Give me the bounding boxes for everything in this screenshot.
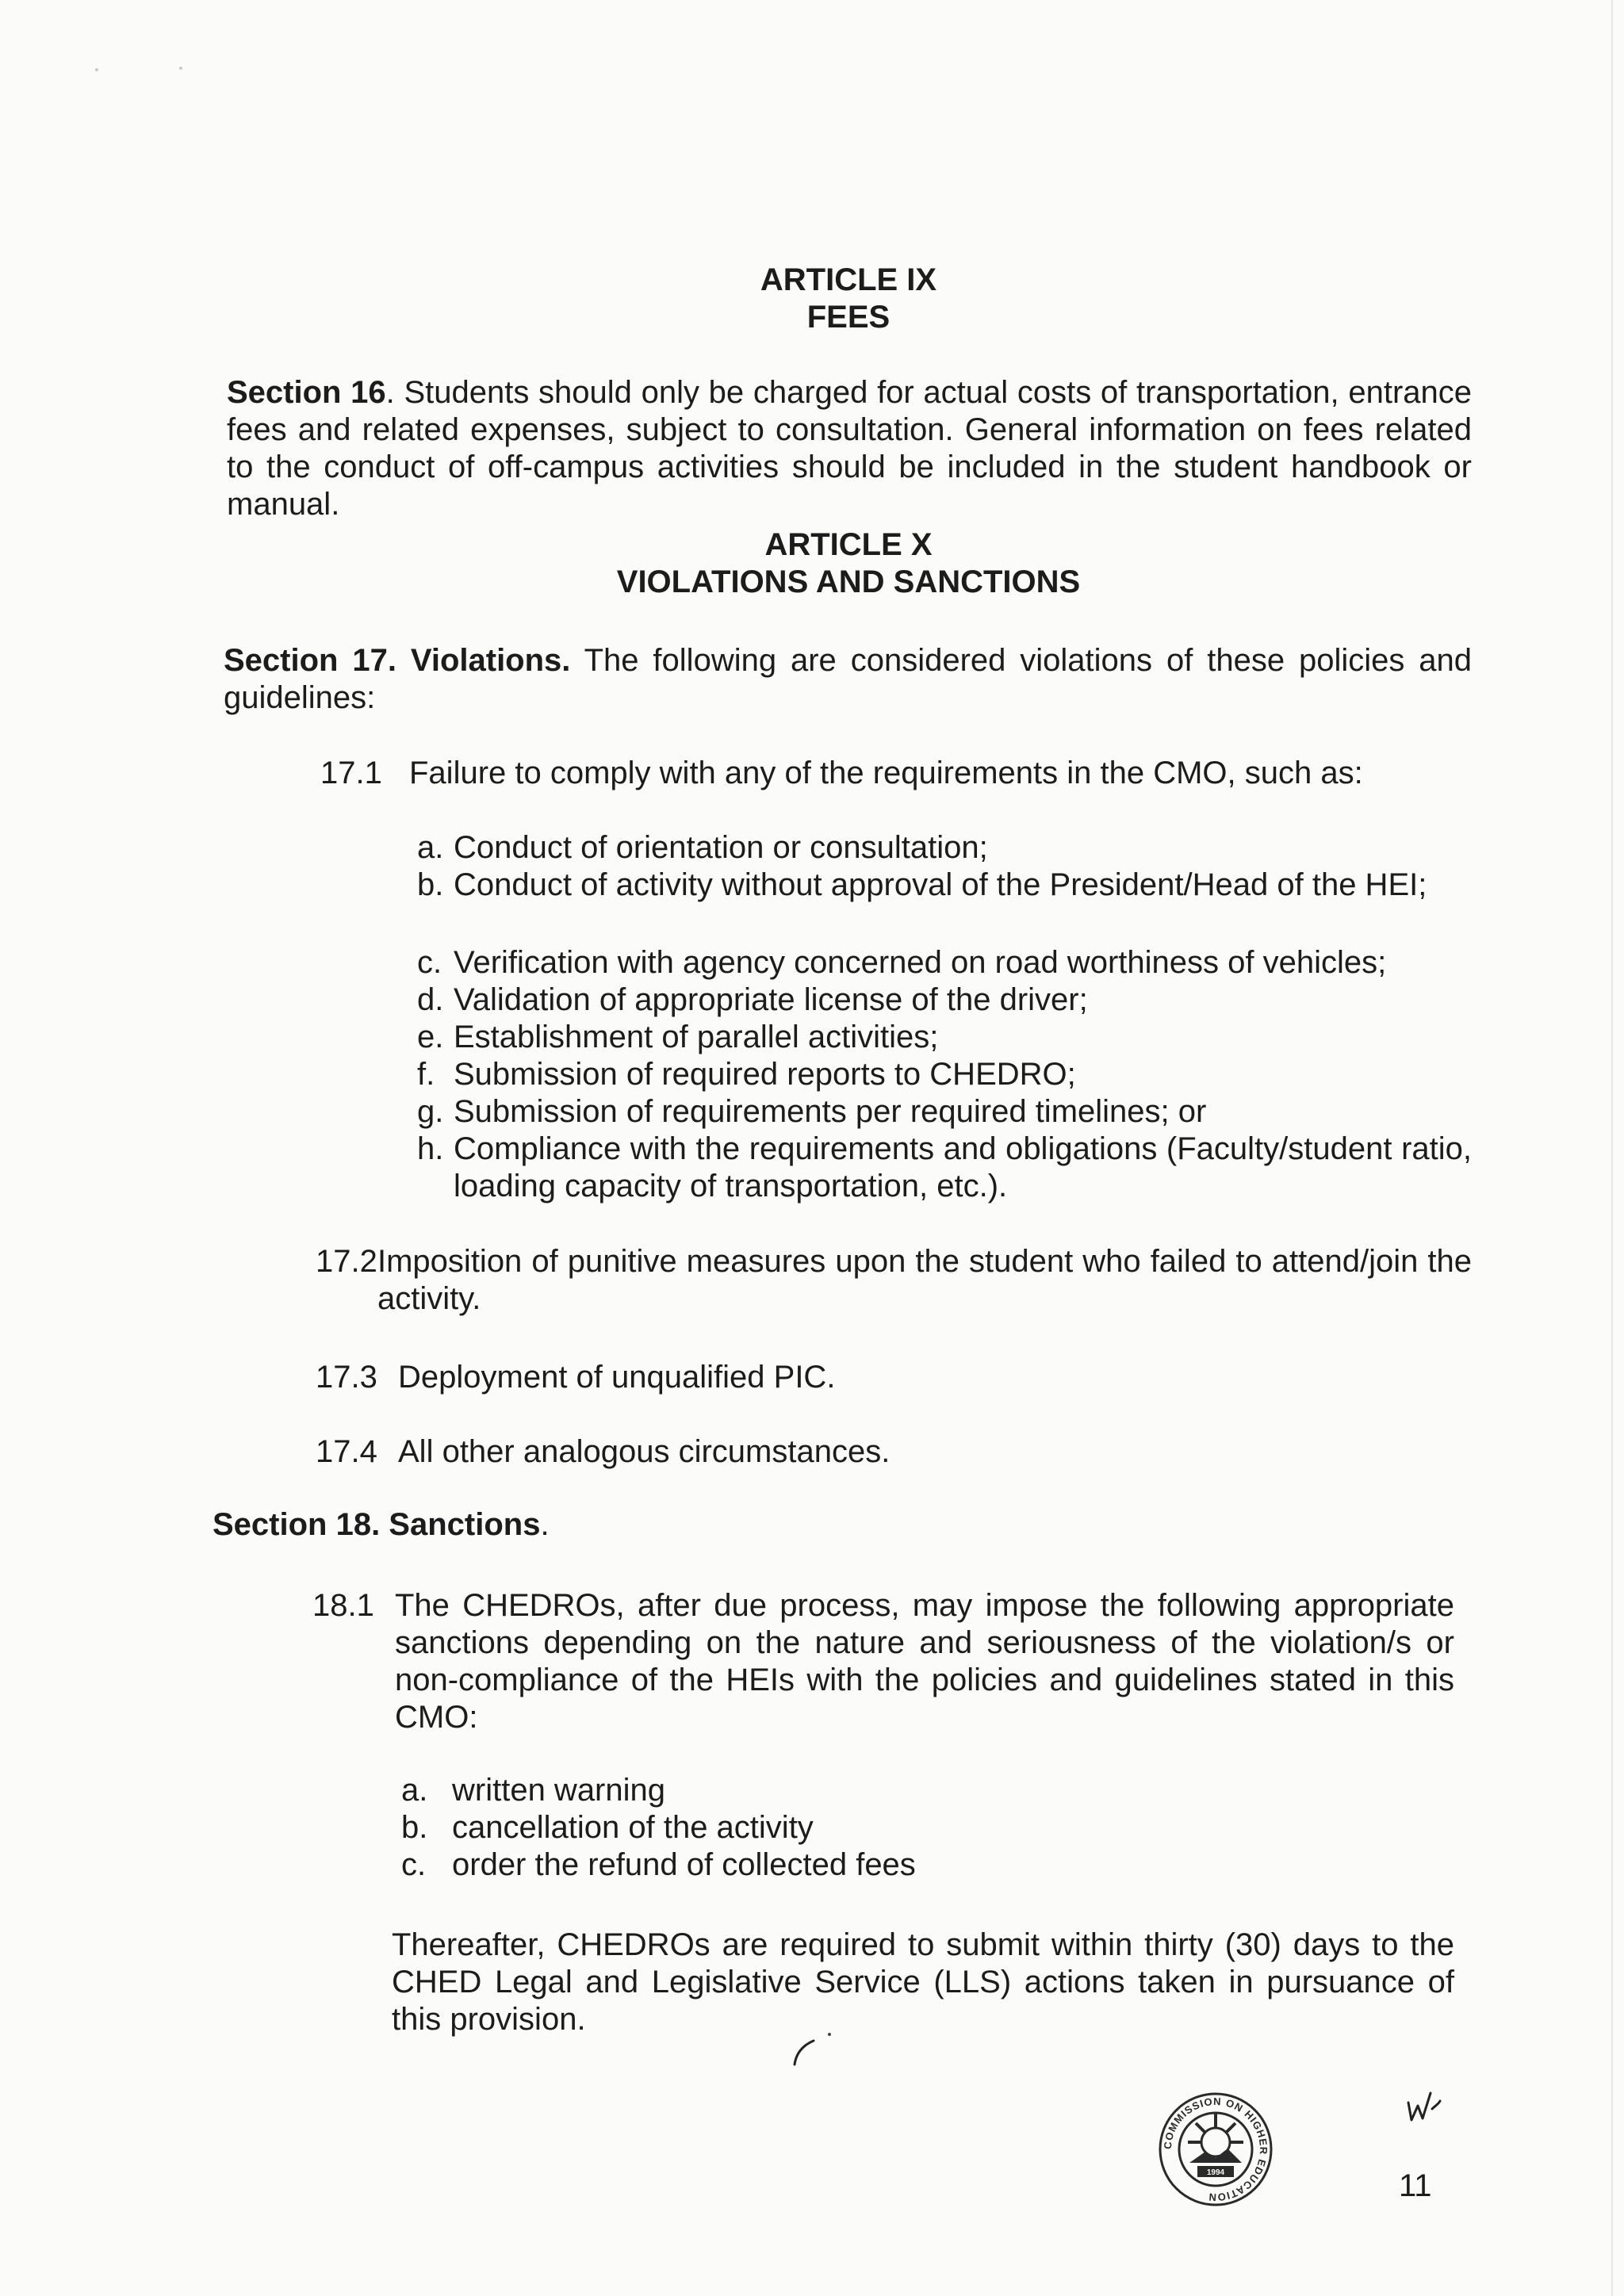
sub-item-g [417, 1093, 1472, 1131]
sub-item-letter: h. [417, 1131, 444, 1166]
sub-item-text: Submission of required reports to CHEDRO; [454, 1057, 1076, 1092]
sanction-item-c [401, 1846, 1472, 1884]
seal-year: 1994 [1206, 2168, 1225, 2177]
list-item-17-4 [316, 1433, 1472, 1471]
sub-item-c [417, 944, 1472, 982]
sanction-item-a [401, 1772, 1472, 1809]
section-17-paragraph [224, 642, 1472, 717]
section-16-text: . Students should only be charged for actual costs of transportation, entrance fees and related expenses, subject to consultation. General information on fees related to the conduct of off-campus activities should be included in the student handbook or manual. [227, 375, 1473, 522]
sub-item-letter: d. [417, 982, 444, 1017]
list-item-18-1 [312, 1587, 1472, 1736]
list-item-17-3 [316, 1359, 1472, 1396]
sub-item-e [417, 1019, 1472, 1056]
seal-icon [1156, 2090, 1275, 2209]
section-18-label: Section 18. Sanctions [213, 1507, 541, 1542]
sub-item-text: Verification with agency concerned on road worthiness of vehicles; [454, 945, 1387, 980]
section-18-heading: Section 18. Sanctions. [213, 1507, 550, 1542]
item-text: Failure to comply with any of the requirements in the CMO, such as: [409, 756, 1363, 790]
sub-item-b [417, 867, 1472, 941]
scan-edge-line [1611, 0, 1613, 2296]
list-item-17-1 [320, 755, 1472, 794]
item-number: 17.4 [316, 1434, 377, 1469]
sub-item-text: Conduct of orientation or consultation; [454, 830, 988, 865]
sub-item-letter: f. [417, 1057, 435, 1092]
list-item-17-2 [316, 1243, 1472, 1318]
section-17-label: Section 17. Violations. [224, 643, 571, 678]
item-text: The CHEDROs, after due process, may impose the following appropriate sanctions depending on the nature and seriousness of the violation/s or non-compliance of the HEIs with the policies and guidelines stated in this CMO: [395, 1588, 1454, 1735]
sub-item-letter: b. [417, 867, 444, 902]
article-ix-heading: ARTICLE IX [760, 262, 937, 297]
item-number: 17.1 [320, 756, 382, 790]
handwritten-initials [1404, 2085, 1443, 2128]
sanction-letter: b. [401, 1810, 428, 1845]
svg-text:COMMISSION ON HIGHER EDUCATION [1162, 2095, 1270, 2203]
sub-item-text: Compliance with the requirements and obligations (Faculty/student ratio, loading capacity of transportation, etc.). [454, 1131, 1472, 1203]
sub-item-text: Submission of requirements per required timelines; or [454, 1094, 1207, 1129]
pen-mark [785, 2030, 833, 2077]
item-number: 17.3 [316, 1360, 377, 1395]
article-x-heading: ARTICLE X [764, 527, 933, 562]
sanction-text: cancellation of the activity [452, 1810, 814, 1845]
item-text: All other analogous circumstances. [398, 1434, 891, 1469]
sub-item-h [417, 1131, 1472, 1205]
item-number: 18.1 [312, 1588, 374, 1623]
seal-ring-text: COMMISSION ON HIGHER EDUCATION [1161, 2095, 1270, 2204]
sub-item-letter: a. [417, 830, 444, 865]
sub-item-text: Validation of appropriate license of the driver; [454, 982, 1088, 1017]
item-text: Imposition of punitive measures upon the student who failed to attend/join the activity. [377, 1244, 1472, 1316]
article-ix-subheading: FEES [806, 300, 891, 335]
ched-seal [1156, 2090, 1275, 2209]
section-17-text: The following are considered violations of these policies and guidelines: [224, 643, 1473, 715]
sanction-letter: c. [401, 1847, 427, 1882]
article-x-subheading: VIOLATIONS AND SANCTIONS [616, 564, 1081, 599]
sub-item-a [417, 829, 1472, 867]
closing-paragraph: Thereafter, CHEDROs are required to submit within thirty (30) days to the CHED Legal and Legislative Service (LLS) actions taken in pursuance of this provision. [392, 1927, 1454, 2037]
scan-speck [179, 67, 182, 70]
sub-item-letter: e. [417, 1020, 444, 1054]
sub-item-text: Conduct of activity without approval of the President/Head of the HEI; [454, 867, 1427, 902]
sub-item-f [417, 1056, 1472, 1093]
sub-item-d [417, 982, 1472, 1019]
sub-item-text: Establishment of parallel activities; [454, 1020, 939, 1054]
sanction-letter: a. [401, 1773, 428, 1808]
sub-item-letter: g. [417, 1094, 444, 1129]
sanction-text: order the refund of collected fees [452, 1847, 916, 1882]
item-number: 17.2 [316, 1244, 377, 1279]
page-number: 11 [1399, 2168, 1432, 2203]
section-16-paragraph [227, 374, 1472, 523]
item-text: Deployment of unqualified PIC. [398, 1360, 836, 1395]
scan-speck [95, 68, 98, 71]
sanction-item-b [401, 1809, 1472, 1846]
section-16-label: Section 16 [227, 375, 386, 410]
sub-item-letter: c. [417, 945, 442, 980]
sanction-text: written warning [452, 1773, 666, 1808]
